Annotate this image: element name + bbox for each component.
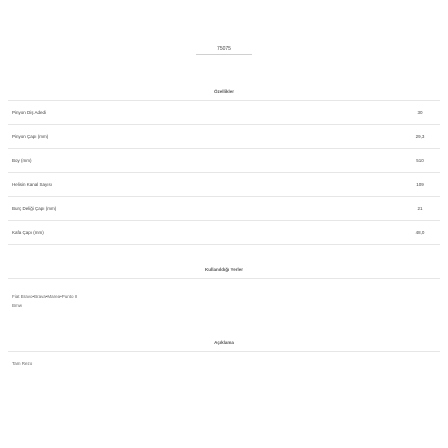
vehicles-heading: Kullanıldığı Yerler	[205, 267, 243, 272]
description-rule	[8, 351, 440, 352]
description-heading: Açıklama	[214, 340, 234, 345]
feature-row-helix-channels	[8, 173, 440, 197]
feature-value: 30	[417, 110, 423, 115]
vehicle-line: Fiat Bravo•Brava•Marea•Punto II	[12, 294, 78, 299]
feature-label: Burç Deliği Çapı (mm)	[12, 206, 57, 211]
feature-row-pinion-diameter	[8, 125, 440, 149]
feature-row-bushing-bore	[8, 197, 440, 221]
feature-label: Pinyon Diş Adedi	[12, 110, 47, 115]
feature-row-head-diameter	[8, 221, 440, 245]
feature-row-pinion-teeth	[8, 101, 440, 125]
product-code: 75075	[196, 46, 252, 55]
feature-value: 510	[416, 158, 424, 163]
feature-value: 21	[417, 206, 423, 211]
feature-value: 109	[416, 182, 424, 187]
feature-label: Helisin Kanal Sayısı	[12, 182, 53, 187]
feature-label: Kafa Çapı (mm)	[12, 230, 44, 235]
feature-label: Boy (mm)	[12, 158, 32, 163]
vehicle-line: Bmw	[12, 303, 22, 308]
feature-value: 48,0	[415, 230, 425, 235]
description-text: Tam Rezo	[12, 361, 33, 366]
feature-label: Pinyon Çapı (mm)	[12, 134, 49, 139]
feature-value: 29,3	[415, 134, 425, 139]
feature-row-length	[8, 149, 440, 173]
vehicle-list	[12, 292, 312, 310]
features-heading: Özellikler	[213, 89, 234, 94]
vehicles-rule	[8, 278, 440, 279]
